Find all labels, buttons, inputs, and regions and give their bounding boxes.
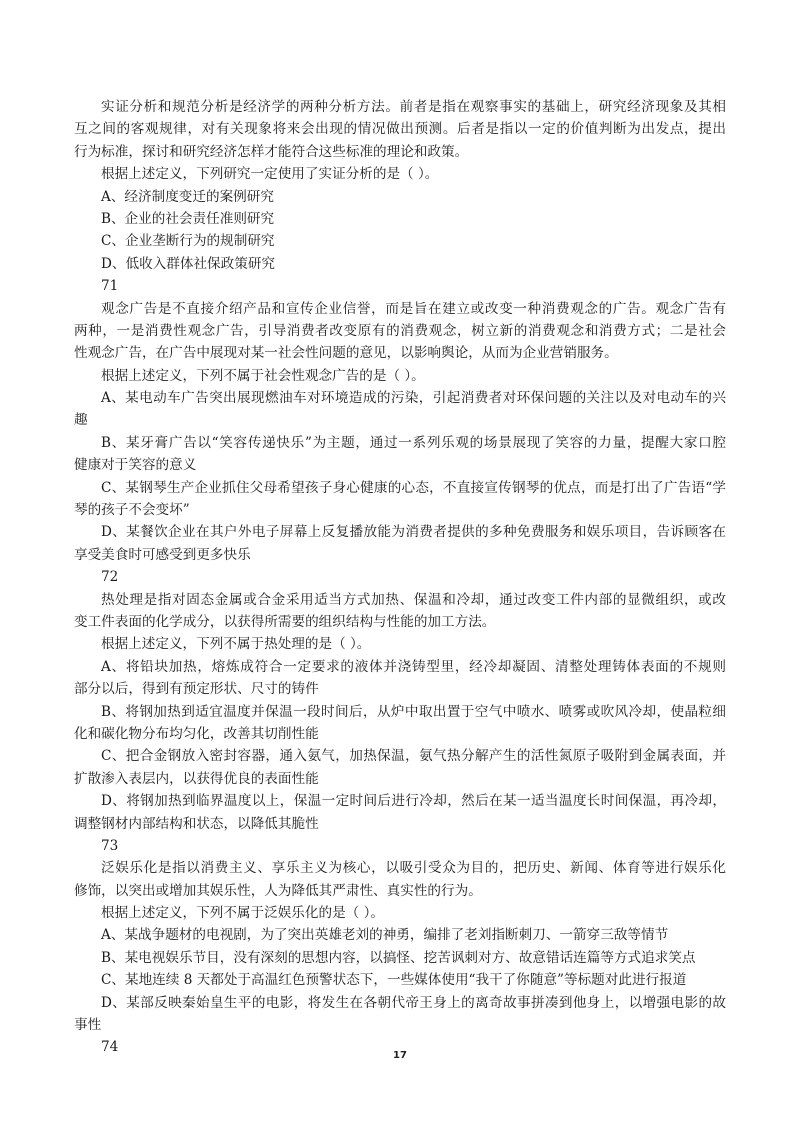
text-line: C、把合金钢放入密封容器，通入氨气，加热保温，氨气热分解产生的活性氮原子吸附到金属表面，并 — [101, 748, 726, 765]
text-line: D、某部反映秦始皇生平的电影，将发生在各朝代帝王身上的离奇故事拼凑到他身上，以增强电影的故 — [101, 994, 726, 1011]
text-line: A、经济制度变迁的案例研究 — [101, 188, 274, 205]
text-line: D、某餐饮企业在其户外电子屏幕上反复播放能为消费者提供的多种免费服务和娱乐项目，告诉顾客在 — [101, 524, 726, 541]
text-line: D、将钢加热到临界温度以上，保温一定时间后进行冷却，然后在某一适当温度长时间保温，再冷却， — [101, 793, 726, 810]
text-line: B、某牙膏广告以“笑容传递快乐”为主题，通过一系列乐观的场景展现了笑容的力量，提醒大家口腔 — [101, 434, 726, 451]
text-line: C、企业垄断行为的规制研究 — [101, 233, 275, 250]
text-line: 调整钢材内部结构和状态，以降低其脆性 — [74, 815, 319, 832]
text-line: 修饰，以突出或增加其娱乐性，人为降低其严肃性、真实性的行为。 — [74, 882, 482, 899]
text-line: 根据上述定义，下列不属于社会性观念广告的是（ ）。 — [101, 367, 425, 384]
text-line: 扩散渗入表层内，以获得优良的表面性能 — [74, 770, 319, 787]
text-line: 互之间的客观规律，对有关现象将来会出现的情况做出预测。后者是指以一定的价值判断为出发点，提出 — [74, 121, 726, 138]
text-line: A、将铅块加热，熔炼成符合一定要求的液体并浇铸型里，经冷却凝固、清整处理铸体表面的不规则 — [101, 658, 726, 675]
text-line: 琴的孩子不会变坏” — [74, 502, 190, 519]
text-line: C、某地连续 8 天都处于高温红色预警状态下，一些媒体使用“我干了你随意”等标题对此进行报道 — [101, 972, 687, 989]
document-body — [74, 96, 726, 1059]
text-line: B、将钢加热到适宜温度并保温一段时间后，从炉中取出置于空气中喷水、喷雾或吹风冷却，使晶粒细 — [101, 703, 726, 720]
text-line: 行为标准，探讨和研究经济怎样才能符合这些标准的理论和政策。 — [74, 143, 469, 160]
text-line: 观念广告是不直接介绍产品和宣传企业信誉，而是旨在建立或改变一种消费观念的广告。观念广告有 — [101, 300, 726, 317]
text-line: B、企业的社会责任准则研究 — [101, 210, 275, 227]
text-line: 健康对于笑容的意义 — [74, 457, 197, 474]
text-line: 部分以后，得到有预定形状、尺寸的铸件 — [74, 681, 319, 698]
text-line: B、某电视娱乐节目，没有深刻的思想内容，以搞怪、挖苦讽刺对方、故意错话连篇等方式追求笑点 — [101, 949, 696, 966]
text-line: 根据上述定义，下列研究一定使用了实证分析的是（ ）。 — [101, 166, 439, 183]
text-line: 73 — [101, 837, 119, 854]
text-line: 事性 — [74, 1017, 102, 1034]
text-line: 72 — [101, 569, 119, 586]
text-line: D、低收入群体社保政策研究 — [101, 255, 276, 272]
text-line: 性观念广告，在广告中展现对某一社会性问题的意见，以影响舆论，从而为企业营销服务。 — [74, 345, 618, 362]
text-line: C、某钢琴生产企业抓住父母希望孩子身心健康的心态，不直接宣传钢琴的优点，而是打出了广告语“学 — [101, 479, 726, 496]
text-line: 两种，一是消费性观念广告，引导消费者改变原有的消费观念，树立新的消费观念和消费方式；二是社会 — [74, 322, 726, 339]
text-line: 根据上述定义，下列不属于泛娱乐化的是（ ）。 — [101, 905, 384, 922]
text-line: 74 — [101, 1039, 119, 1056]
text-line: 享受美食时可感受到更多快乐 — [74, 546, 251, 563]
text-line: 71 — [101, 278, 119, 295]
page-number: 17 — [393, 1050, 407, 1061]
text-line: A、某战争题材的电视剧，为了突出英雄老刘的神勇，编排了老刘指断刺刀、一箭穿三敌等情节 — [101, 927, 669, 944]
text-line: 实证分析和规范分析是经济学的两种分析方法。前者是指在观察事实的基础上，研究经济现象及其相 — [101, 99, 726, 115]
text-line: 趣 — [74, 412, 88, 429]
text-line: A、某电动车广告突出展现燃油车对环境造成的污染，引起消费者对环保问题的关注以及对电动车的兴 — [101, 390, 726, 407]
text-line: 变工件表面的化学成分，以获得所需要的组织结构与性能的加工方法。 — [74, 613, 496, 630]
text-line: 热处理是指对固态金属或合金采用适当方式加热、保温和冷却，通过改变工件内部的显微组织，或改 — [101, 591, 726, 608]
text-line: 泛娱乐化是指以消费主义、享乐主义为核心，以吸引受众为目的，把历史、新闻、体育等进行娱乐化 — [101, 860, 726, 877]
text-line: 根据上述定义，下列不属于热处理的是（ ）。 — [101, 636, 371, 653]
text-line: 化和碳化物分布均匀化，改善其切削性能 — [74, 725, 319, 742]
